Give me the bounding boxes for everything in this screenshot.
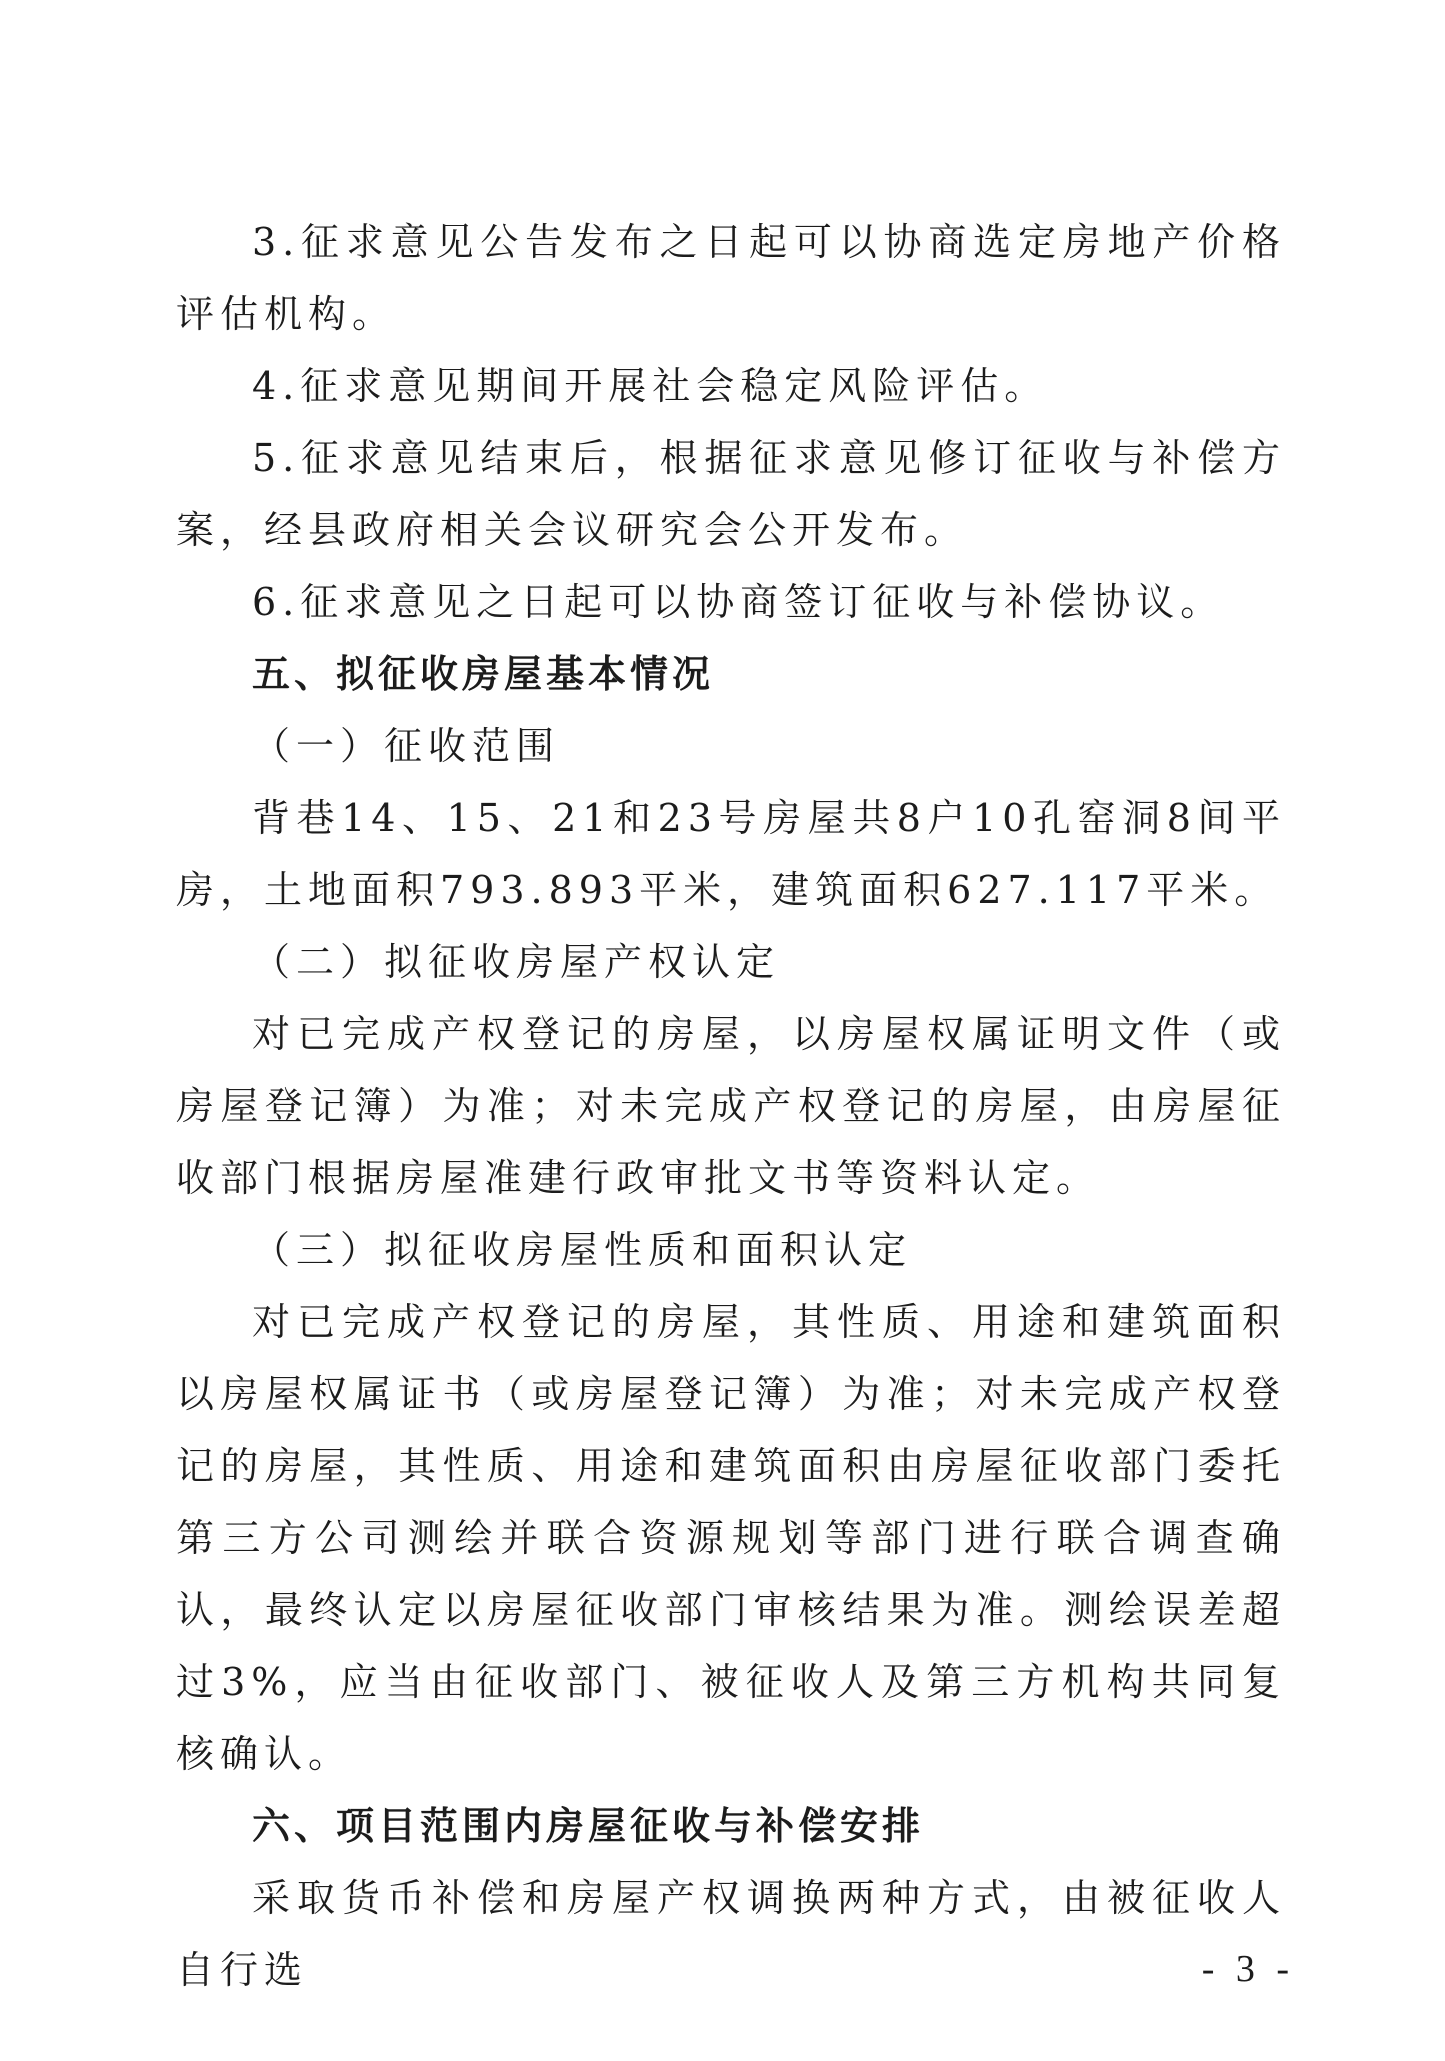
subsection-2-heading: （二）拟征收房屋产权认定 (252, 940, 781, 984)
item-5-paragraph: 5.征求意见结束后，根据征求意见修订征收与补偿方案，经县政府相关会议研究会公开发布。 (176, 436, 1286, 552)
area-paragraph: 对已完成产权登记的房屋，其性质、用途和建筑面积以房屋权属证书（或房屋登记簿）为准；对未完成产权登记的房屋，其性质、用途和建筑面积由房屋征收部门委托第三方公司测绘并联合资源规划等部门进行联合调查确认，最终认定以房屋征收部门审核结果为准。测绘误差超过3%，应当由征收部门、被征收人及第三方机构共同复核确认。 (176, 1300, 1286, 1776)
section-5-heading: 五、拟征收房屋基本情况 (252, 652, 715, 696)
section-6-heading: 六、项目范围内房屋征收与补偿安排 (252, 1804, 925, 1848)
compensation-paragraph: 采取货币补偿和房屋产权调换两种方式，由被征收人自行选 (176, 1876, 1286, 1992)
item-3-paragraph: 3.征求意见公告发布之日起可以协商选定房地产价格评估机构。 (176, 220, 1286, 336)
document-body (176, 206, 1286, 2006)
page-number: - 3 - (1201, 1948, 1295, 1990)
subsection-1-heading: （一）征收范围 (252, 724, 561, 768)
subsection-3-heading: （三）拟征收房屋性质和面积认定 (252, 1228, 913, 1272)
item-6-paragraph: 6.征求意见之日起可以协商签订征收与补偿协议。 (252, 580, 1225, 624)
item-4-paragraph: 4.征求意见期间开展社会稳定风险评估。 (252, 364, 1049, 408)
ownership-paragraph: 对已完成产权登记的房屋，以房屋权属证明文件（或房屋登记簿）为准；对未完成产权登记的房屋，由房屋征收部门根据房屋准建行政审批文书等资料认定。 (176, 1012, 1286, 1200)
scope-paragraph: 背巷14、15、21和23号房屋共8户10孔窑洞8间平房，土地面积793.893平米，建筑面积627.117平米。 (176, 796, 1286, 912)
